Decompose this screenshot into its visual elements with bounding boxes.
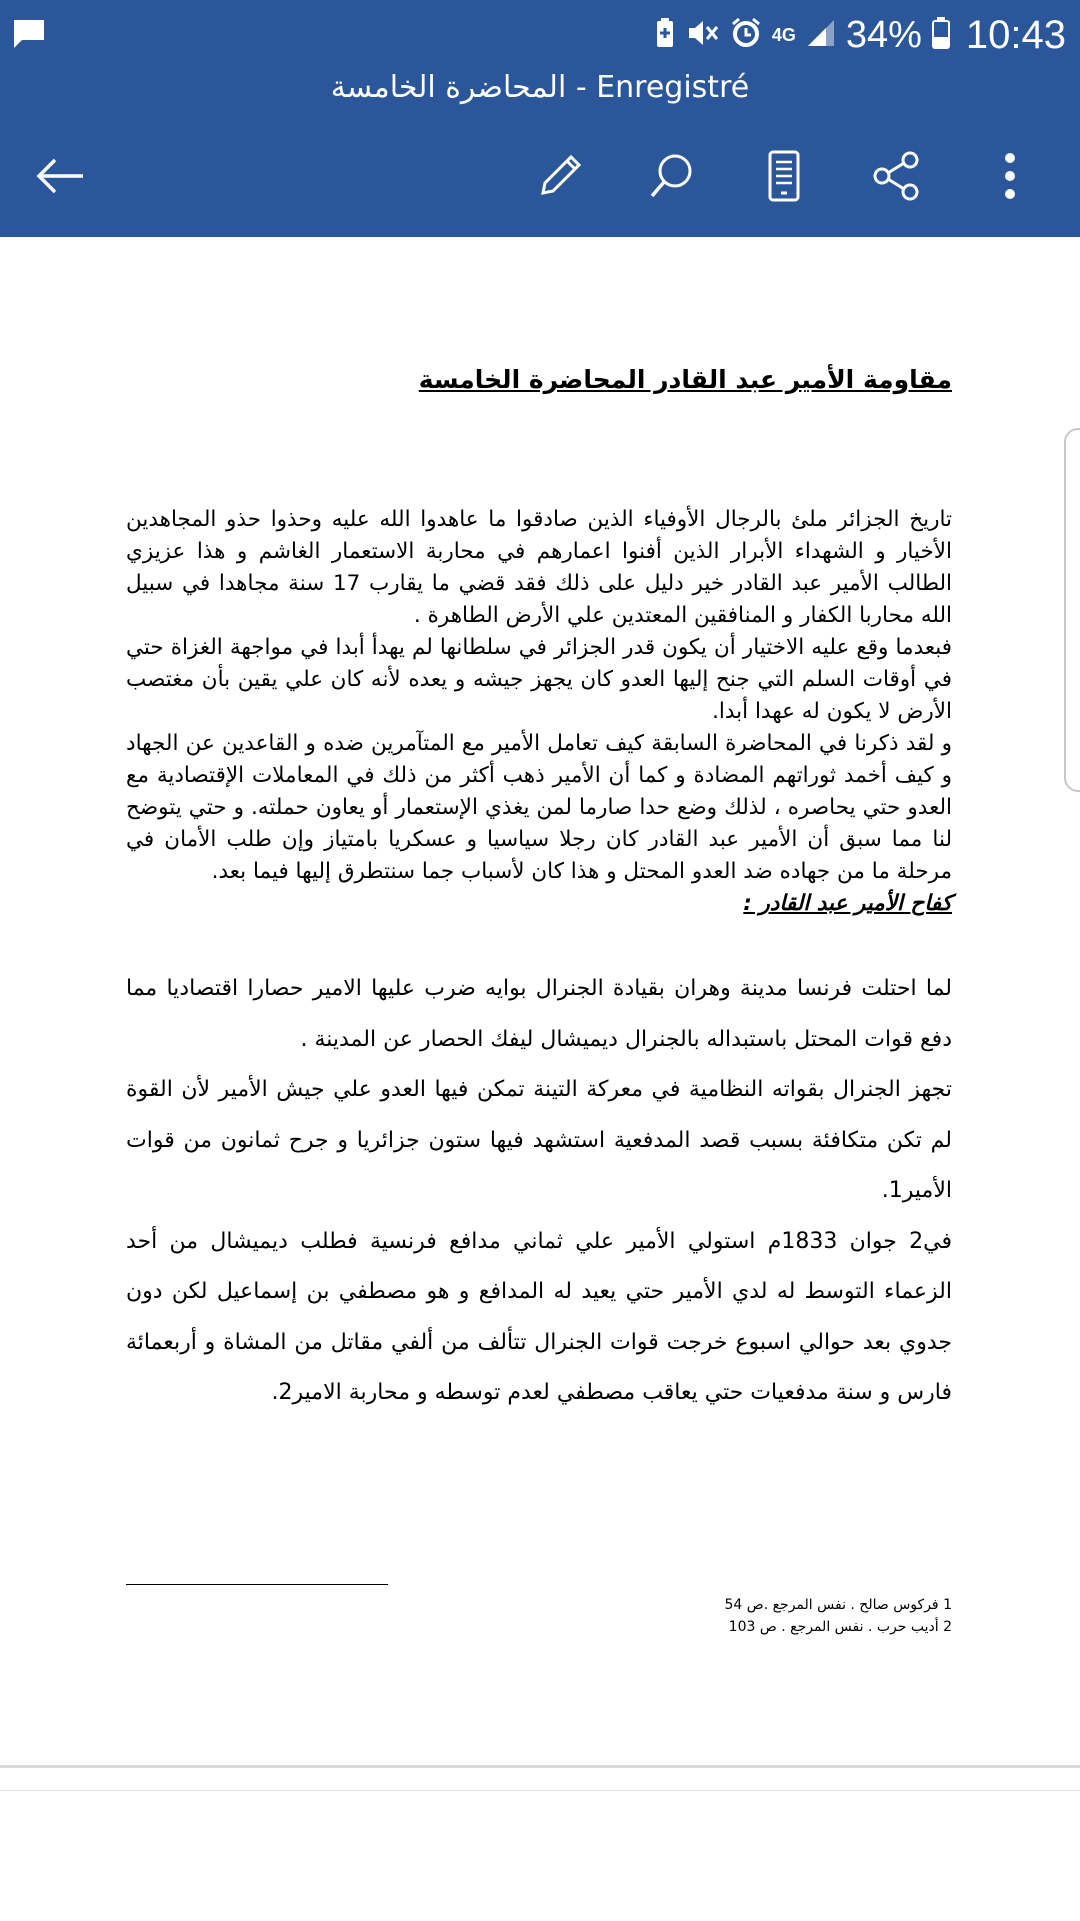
section-subheading: كفاح الأمير عبد القادر :: [743, 891, 952, 916]
paragraph: لما احتلت فرنسا مدينة وهران بقيادة الجنرال بوايه ضرب عليها الامير حصارا اقتصاديا مما دفع قوات المحتل باستبداله بالجنرال ديميشال ليفك الحصار عن المدينة .: [126, 976, 952, 1052]
search-icon[interactable]: [636, 140, 708, 212]
toolbar: [0, 140, 1080, 220]
next-page[interactable]: [0, 1790, 1080, 1921]
footnote-separator: [126, 1584, 388, 1585]
document-heading: مقاومة الأمير عبد القادر المحاضرة الخامسة: [418, 365, 952, 394]
back-arrow-icon[interactable]: [24, 140, 96, 212]
clock: 10:43: [965, 12, 1066, 57]
edit-pencil-icon[interactable]: [524, 140, 596, 212]
body-section: [126, 964, 952, 1419]
message-notification-icon: [12, 18, 46, 54]
status-bar: [0, 0, 1080, 70]
document-title-bar: المحاضرة الخامسة - Enregistré: [330, 70, 750, 105]
intro-section: [126, 504, 952, 920]
network-type-icon: 4G: [771, 24, 796, 45]
battery-percent: 34%: [845, 13, 922, 56]
app-bar: [0, 0, 1080, 237]
page-break: [0, 1765, 1080, 1768]
more-options-icon[interactable]: [974, 140, 1046, 212]
paragraph: تجهز الجنرال بقواته النظامية في معركة التينة تمكن فيها العدو علي جيش الأمير لأن القوة لم تكن متكافئة بسبب قصد المدفعية استشهد فيها ستون جزائريا و جرح ثمانون من قوات الأمير1.: [126, 1077, 952, 1203]
paragraph: تاريخ الجزائر ملئ بالرجال الأوفياء الذين صادقوا ما عاهدوا الله عليه وحذوا حذو المجاهدين الأخيار و الشهداء الأبرار الذين أفنوا اعمارهم في محاربة الاستعمار الغاشم و هذا عزيزي الطالب الأمير عبد القادر خير دليل على ذلك فقد قضي ما يقارب 17 سنة مجاهدا في سبيل الله محاربا الكفار و المنافقين المعتدين علي الأرض الطاهرة .: [126, 507, 952, 628]
document-page[interactable]: [0, 237, 1080, 1767]
footnote: 1 فركوس صالح . نفس المرجع .ص 54: [724, 1597, 952, 1613]
paragraph: في2 جوان 1833م استولي الأمير علي ثماني مدافع فرنسية فطلب ديميشال من أحد الزعماء التوسط له لدي الأمير حتي يعيد له المدافع و هو مصطفي بن إسماعيل لكن دون جدوي بعد حوالي اسبوع خرجت قوات الجنرال تتألف من ألفي مقاتل من المشاة و أربعمائة فارس و سنة مدفعيات حتي يعاقب مصطفي لعدم توسطه و محاربة الامير2.: [126, 1228, 952, 1405]
footnote: 2 أديب حرب . نفس المرجع . ص 103: [728, 1619, 952, 1635]
footnotes: [725, 1594, 953, 1638]
signal-icon: [806, 18, 836, 53]
battery-icon: [932, 17, 950, 54]
scroll-handle[interactable]: [1064, 428, 1080, 792]
share-icon[interactable]: [860, 140, 932, 212]
paragraph: فبعدما وقع عليه الاختيار أن يكون قدر الجزائر في سلطانها لم يهدأ أبدا في مواجهة الغزاة حتي في أوقات السلم التي جنح إليها العدو كان يجهز جيشه و يعده لأنه كان علي يقين بأن مغتصب الأرض لا يكون له عهدا أبدا.: [126, 635, 952, 724]
battery-saver-icon: [654, 17, 676, 54]
mute-icon: [686, 18, 720, 53]
alarm-icon: [730, 17, 762, 54]
mobile-view-icon[interactable]: [748, 140, 820, 212]
paragraph: و لقد ذكرنا في المحاضرة السابقة كيف تعامل الأمير مع المتآمرين ضده و القاعدين عن الجهاد و كيف أخمد ثوراتهم المضادة و كما أن الأمير ذهب أكثر من ذلك في المعاملات الإقتصادية مع العدو حتي يحاصره ، لذلك وضع حدا صارما لمن يغذي الإستعمار أو يعاون حملته. و حتي يتوضح لنا مما سبق أن الأمير عبد القادر كان رجلا سياسيا و عسكريا بامتياز وإن طلب الأمان في مرحلة ما من جهاده ضد العدو المحتل و هذا كان لأسباب جما سنتطرق إليها فيما بعد.: [126, 731, 952, 884]
